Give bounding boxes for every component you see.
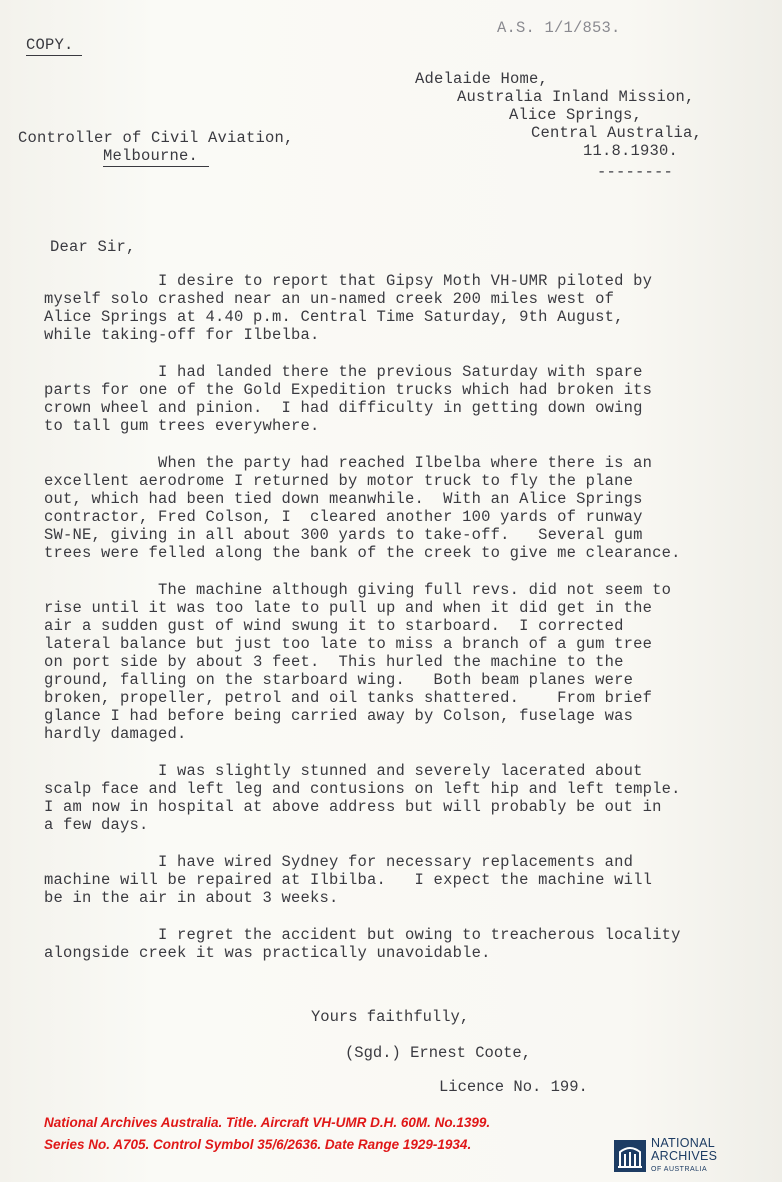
paragraph	[44, 363, 774, 435]
logo-line: ARCHIVES	[651, 1148, 718, 1163]
paragraph	[44, 853, 774, 907]
address-line: Adelaide Home,	[415, 70, 549, 88]
text-line: scalp face and left leg and contusions on left hip and left temple.	[44, 780, 681, 798]
text-line: glance I had before being carried away by Colson, fuselage was	[44, 707, 634, 725]
text-line: contractor, Fred Colson, I cleared another 100 yards of runway	[44, 508, 643, 526]
valediction: Yours faithfully,	[311, 1008, 470, 1026]
text-line: broken, propeller, petrol and oil tanks shattered. From brief	[44, 689, 653, 707]
text-line: I have wired Sydney for necessary replacements and	[44, 853, 634, 871]
archive-caption	[44, 1112, 490, 1156]
sender-address	[410, 70, 720, 160]
text-line: myself solo crashed near an un-named creek 200 miles west of	[44, 290, 615, 308]
file-reference: A.S. 1/1/853.	[497, 19, 621, 37]
caption-line: National Archives Australia. Title. Aircraft VH-UMR D.H. 60M. No.1399.	[44, 1115, 491, 1130]
copy-underline	[26, 55, 82, 56]
recipient-underline	[103, 166, 209, 167]
text-line: air a sudden gust of wind swung it to starboard. I corrected	[44, 617, 624, 635]
text-line: a few days.	[44, 816, 149, 834]
text-line: machine will be repaired at Ilbilba. I expect the machine will	[44, 871, 653, 889]
text-line: crown wheel and pinion. I had difficulty in getting down owing	[44, 399, 643, 417]
text-line: trees were felled along the bank of the creek to give me clearance.	[44, 544, 681, 562]
letter-body	[44, 272, 774, 981]
text-line: parts for one of the Gold Expedition trucks which had broken its	[44, 381, 653, 399]
licence-number: Licence No. 199.	[439, 1078, 588, 1096]
text-line: I am now in hospital at above address but will probably be out in	[44, 798, 662, 816]
text-line: to tall gum trees everywhere.	[44, 417, 320, 435]
archives-logo-text	[651, 1137, 717, 1176]
logo-line: NATIONAL	[651, 1135, 715, 1150]
text-line: out, which had been tied down meanwhile. With an Alice Springs	[44, 490, 643, 508]
text-line: be in the air in about 3 weeks.	[44, 889, 339, 907]
salutation: Dear Sir,	[50, 238, 136, 256]
paragraph	[44, 272, 774, 344]
text-line: I regret the accident but owing to treacherous locality	[44, 926, 681, 944]
text-line: I desire to report that Gipsy Moth VH-UMR piloted by	[44, 272, 653, 290]
archives-building-icon	[614, 1140, 646, 1172]
paragraph	[44, 581, 774, 743]
paragraph	[44, 762, 774, 834]
text-line: Alice Springs at 4.40 p.m. Central Time Saturday, 9th August,	[44, 308, 624, 326]
text-line: SW-NE, giving in all about 300 yards to take-off. Several gum	[44, 526, 643, 544]
signature: (Sgd.) Ernest Coote,	[345, 1044, 532, 1062]
address-line: Australia Inland Mission,	[457, 88, 695, 106]
text-line: alongside creek it was practically unavoidable.	[44, 944, 491, 962]
text-line: The machine although giving full revs. did not seem to	[44, 581, 672, 599]
caption-line: Series No. A705. Control Symbol 35/6/2636. Date Range 1929-1934.	[44, 1137, 472, 1152]
address-rule: --------	[597, 163, 674, 181]
text-line: excellent aerodrome I returned by motor truck to fly the plane	[44, 472, 634, 490]
copy-label: COPY.	[26, 36, 74, 54]
text-line: When the party had reached Ilbelba where there is an	[44, 454, 653, 472]
text-line: I was slightly stunned and severely lacerated about	[44, 762, 643, 780]
text-line: lateral balance but just too late to miss a branch of a gum tree	[44, 635, 653, 653]
recipient-title: Controller of Civil Aviation,	[18, 129, 294, 147]
archives-logo	[614, 1137, 734, 1175]
logo-line: OF AUSTRALIA	[651, 1165, 708, 1173]
address-line: Alice Springs,	[509, 106, 643, 124]
text-line: while taking-off for Ilbelba.	[44, 326, 320, 344]
letter-date: 11.8.1930.	[583, 142, 679, 160]
text-line: I had landed there the previous Saturday with spare	[44, 363, 643, 381]
text-line: rise until it was too late to pull up and when it did get in the	[44, 599, 653, 617]
paragraph	[44, 454, 774, 562]
text-line: on port side by about 3 feet. This hurled the machine to the	[44, 653, 624, 671]
text-line: hardly damaged.	[44, 725, 187, 743]
paragraph	[44, 926, 774, 962]
recipient-city: Melbourne.	[103, 147, 199, 165]
address-line: Central Australia,	[531, 124, 703, 142]
text-line: ground, falling on the starboard wing. Both beam planes were	[44, 671, 634, 689]
